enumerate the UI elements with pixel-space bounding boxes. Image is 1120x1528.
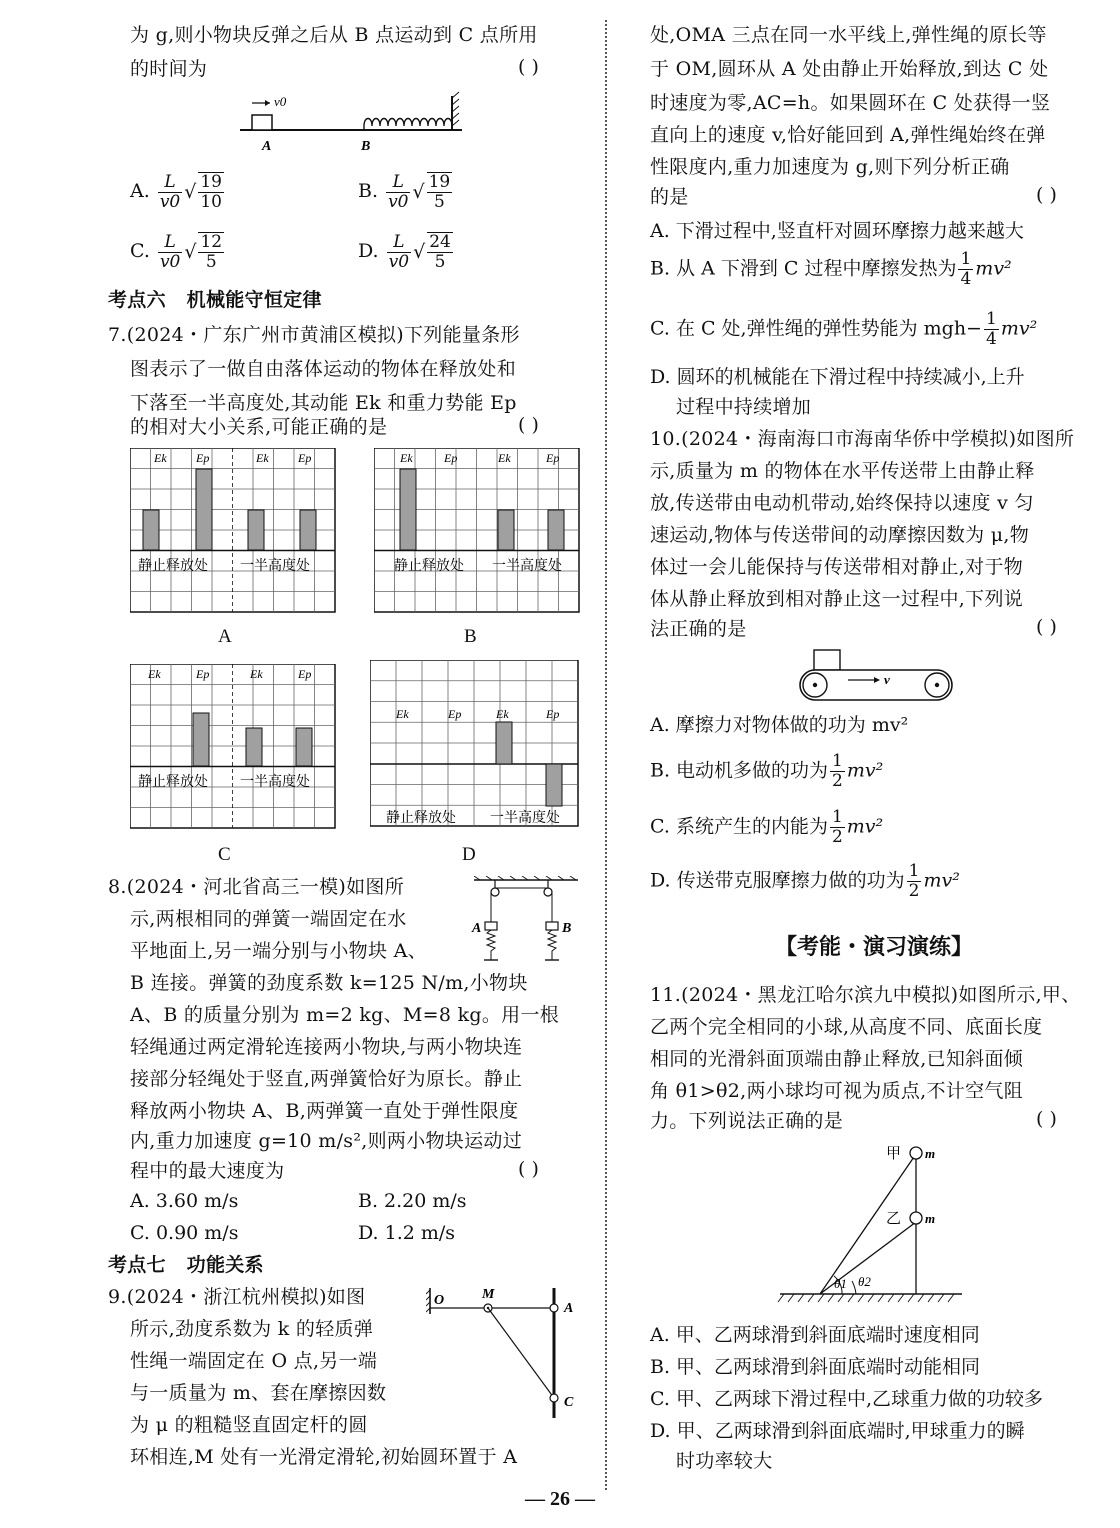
sqrt-icon: √	[412, 181, 425, 203]
bar-ep-half	[546, 764, 562, 806]
q8-text-line: 示,两根相同的弹簧一端固定在水	[130, 908, 407, 930]
q11-text-line: 11.(2024・黑龙江哈尔滨九中模拟)如图所示,甲、	[650, 984, 1081, 1006]
label-m: M	[482, 1287, 495, 1302]
q11-text-line: 相同的光滑斜面顶端由静止释放,已知斜面倾	[650, 1048, 1024, 1070]
q6-text-line: 为 g,则小物块反弹之后从 B 点运动到 C 点所用	[130, 24, 538, 46]
ep-label: Ep	[448, 707, 462, 721]
q11-text-line: 乙两个完全相同的小球,从高度不同、底面长度	[650, 1016, 1043, 1038]
release-label: 静止释放处	[386, 811, 456, 826]
bar-ek-half	[246, 728, 262, 766]
q9-option-d[interactable]: D. 圆环的机械能在下滑过程中持续减小,上升	[650, 366, 1025, 388]
ek-label: Ek	[396, 707, 409, 721]
caption-b: B	[464, 626, 477, 647]
answer-bracket: ( )	[518, 1158, 539, 1180]
q9-text-line: 于 OM,圆环从 A 处由静止开始释放,到达 C 处	[650, 58, 1049, 80]
label-jia: 甲	[886, 1146, 902, 1162]
q8-text-line: 接部分轻绳处于竖直,两弹簧恰好为原长。静止	[130, 1068, 523, 1090]
q7-text-line: 7.(2024・广东广州市黄浦区模拟)下列能量条形	[108, 324, 520, 346]
bar-chart-c	[130, 664, 336, 830]
section-heading: 考点七 功能关系	[108, 1254, 264, 1276]
column-divider	[605, 20, 607, 1490]
bar-chart-b	[374, 448, 580, 614]
answer-bracket: ( )	[1036, 184, 1057, 206]
q11-option-c[interactable]: C. 甲、乙两球下滑过程中,乙球重力做的功较多	[650, 1388, 1043, 1410]
bar-ek-release	[400, 469, 416, 550]
q8-text-line: 程中的最大速度为	[130, 1160, 285, 1182]
velocity-label: v	[884, 672, 890, 687]
q9-text-line: 9.(2024・浙江杭州模拟)如图	[108, 1286, 366, 1308]
q11-text-line: 角 θ1>θ2,两小球均可视为质点,不计空气阻	[650, 1080, 1023, 1102]
answer-bracket: ( )	[1036, 1108, 1057, 1130]
q11-option-d-cont: 时功率较大	[676, 1450, 773, 1472]
spring	[364, 119, 452, 127]
q8-option-b[interactable]: B. 2.20 m/s	[358, 1190, 467, 1212]
q10-option-d[interactable]: D. 传送带克服摩擦力做的功为 $\frac{1}{2}$ mv²	[650, 861, 960, 901]
incline-1	[820, 1154, 916, 1294]
ek-label: Ek	[498, 451, 511, 465]
ep-label: Ep	[196, 451, 210, 465]
ball-jia	[910, 1147, 922, 1159]
caption-d: D	[462, 844, 476, 865]
bar-chart-d	[370, 660, 580, 830]
q10-text-line: 放,传送带由电动机带动,始终保持以速度 v 匀	[650, 492, 1034, 514]
q10-text-line: 速运动,物体与传送带间的动摩擦因数为 μ,物	[650, 524, 1030, 546]
label-m: m	[925, 1211, 936, 1226]
q7-text-line: 下落至一半高度处,其动能 Ek 和重力势能 Ep	[130, 392, 517, 414]
q8-figure	[470, 876, 582, 972]
q10-option-b[interactable]: B. 电动机多做的功为 $\frac{1}{2}$ mv²	[650, 751, 884, 791]
q6-option-b[interactable]: B. $\frac{L}{v0}$ √ $\frac{19}{5}$	[358, 171, 451, 212]
half-label: 一半高度处	[240, 559, 310, 574]
q8-text-line: 8.(2024・河北省高三一模)如图所	[108, 876, 405, 898]
q9-figure	[426, 1284, 586, 1424]
q10-text-line: 示,质量为 m 的物体在水平传送带上由静止释	[650, 460, 1035, 482]
ep-label: Ep	[444, 451, 458, 465]
point-a-label: A	[262, 139, 272, 154]
answer-bracket: ( )	[518, 414, 539, 436]
q9-text-line: 环相连,M 处有一光滑定滑轮,初始圆环置于 A	[130, 1446, 518, 1468]
q8-text-line: A、B 的质量分别为 m=2 kg、M=8 kg。用一根	[130, 1004, 560, 1026]
q11-text-line: 力。下列说法正确的是	[650, 1110, 844, 1132]
label-o: O	[434, 1293, 445, 1308]
q9-text-line: 的是	[650, 186, 689, 208]
bar-chart-a	[130, 448, 336, 614]
caption-a: A	[218, 626, 232, 647]
theta1-label: θ1	[834, 1276, 847, 1291]
answer-bracket: ( )	[1036, 616, 1057, 638]
q6-text-line: 的时间为	[130, 58, 208, 80]
q6-option-d[interactable]: D. $\frac{L}{v0}$ √ $\frac{24}{5}$	[358, 231, 451, 272]
half-label: 一半高度处	[492, 559, 562, 574]
q10-option-c[interactable]: C. 系统产生的内能为 $\frac{1}{2}$ mv²	[650, 807, 884, 847]
label-b: B	[562, 921, 572, 936]
sqrt-icon: √	[413, 241, 426, 263]
ek-label: Ek	[400, 451, 413, 465]
label-m: m	[925, 1146, 936, 1161]
sqrt-icon: √	[184, 181, 197, 203]
ek-label: Ek	[256, 451, 269, 465]
q8-text-line: B 连接。弹簧的劲度系数 k=125 N/m,小物块	[130, 972, 528, 994]
spring-b	[548, 930, 556, 960]
ring-c	[550, 1394, 558, 1402]
spring-a	[487, 930, 495, 960]
q10-figure	[798, 648, 958, 704]
label-c: C	[564, 1395, 574, 1410]
block-a	[485, 922, 497, 930]
bar-ek-half	[496, 722, 512, 764]
pulley	[544, 888, 552, 896]
q6-option-c[interactable]: C. $\frac{L}{v0}$ √ $\frac{12}{5}$	[130, 231, 223, 272]
q9-text-line: 与一质量为 m、套在摩擦因数	[130, 1382, 387, 1404]
q10-text-line: 体过一会儿能保持与传送带相对静止,对于物	[650, 556, 1024, 578]
bar-ep-half	[296, 728, 312, 766]
ek-label: Ek	[496, 707, 509, 721]
q11-option-a[interactable]: A. 甲、乙两球滑到斜面底端时速度相同	[650, 1324, 980, 1346]
q10-text-line: 体从静止释放到相对静止这一过程中,下列说	[650, 588, 1024, 610]
q8-option-a[interactable]: A. 3.60 m/s	[130, 1190, 239, 1212]
label-a: A	[564, 1301, 574, 1316]
q10-text-line: 法正确的是	[650, 618, 747, 640]
q9-text-line: 性限度内,重力加速度为 g,则下列分析正确	[650, 156, 1010, 178]
q10-option-a[interactable]: A. 摩擦力对物体做的功为 mv²	[650, 714, 909, 736]
point-b-label: B	[361, 139, 371, 154]
q8-option-d[interactable]: D. 1.2 m/s	[358, 1222, 456, 1244]
q9-text-line: 为 μ 的粗糙竖直固定杆的圆	[130, 1414, 368, 1436]
ep-label: Ep	[546, 707, 560, 721]
ring-a	[550, 1304, 558, 1312]
q8-text-line: 平地面上,另一端分别与小物块 A、	[130, 940, 427, 962]
q9-option-d-cont: 过程中持续增加	[676, 396, 812, 418]
q8-option-c[interactable]: C. 0.90 m/s	[130, 1222, 239, 1244]
bar-ep-release	[193, 713, 209, 766]
release-label: 静止释放处	[138, 775, 208, 790]
block-b	[546, 922, 558, 930]
bar-ek-release	[143, 510, 159, 550]
section-heading: 考点六 机械能守恒定律	[108, 289, 322, 311]
label-yi: 乙	[886, 1211, 902, 1227]
caption-c: C	[218, 844, 231, 865]
q9-text-line: 时速度为零,AC=h。如果圆环在 C 处获得一竖	[650, 92, 1051, 114]
q9-text-line: 性绳一端固定在 O 点,另一端	[130, 1350, 378, 1372]
q7-text-line: 的相对大小关系,可能正确的是	[130, 416, 388, 438]
ek-label: Ek	[154, 451, 167, 465]
q9-option-a[interactable]: A. 下滑过程中,竖直杆对圆环摩擦力越来越大	[650, 220, 1024, 242]
ek-label: Ek	[148, 667, 161, 681]
section-title: 【考能・演习演练】	[774, 935, 973, 960]
q9-text-line: 直向上的速度 v,恰好能回到 A,弹性绳始终在弹	[650, 124, 1046, 146]
half-label: 一半高度处	[240, 775, 310, 790]
bar-ep-release	[196, 469, 212, 550]
v0-label: v0	[274, 94, 287, 109]
ep-label: Ep	[298, 667, 312, 681]
pulley	[491, 888, 499, 896]
q6-option-a[interactable]: A. $\frac{L}{v0}$ √ $\frac{19}{10}$	[130, 171, 222, 212]
bar-ek-half	[248, 510, 264, 550]
bar-ep-half	[300, 510, 316, 550]
ep-label: Ep	[196, 667, 210, 681]
q7-text-line: 图表示了一做自由落体运动的物体在释放处和	[130, 358, 517, 380]
page-number: — 26 —	[525, 1488, 595, 1510]
sqrt-icon: √	[184, 241, 197, 263]
q11-figure	[776, 1140, 966, 1312]
q9-text-line: 处,OMA 三点在同一水平线上,弹性绳的原长等	[650, 24, 1047, 46]
ek-label: Ek	[250, 667, 263, 681]
ep-label: Ep	[546, 451, 560, 465]
release-label: 静止释放处	[394, 559, 464, 574]
q9-text-line: 所示,劲度系数为 k 的轻质弹	[130, 1318, 374, 1340]
q11-option-b[interactable]: B. 甲、乙两球滑到斜面底端时动能相同	[650, 1356, 981, 1378]
answer-bracket: ( )	[518, 56, 539, 78]
bar-ek-half	[498, 510, 514, 550]
ep-label: Ep	[298, 451, 312, 465]
half-label: 一半高度处	[490, 811, 560, 826]
q8-text-line: 释放两小物块 A、B,两弹簧一直处于弹性限度	[130, 1100, 519, 1122]
q9-option-c[interactable]: C. 在 C 处,弹性绳的弹性势能为 mgh− $\frac{1}{4}$ mv²	[650, 309, 1038, 349]
object-block	[814, 650, 840, 670]
q6-figure	[240, 88, 480, 160]
q9-option-b[interactable]: B. 从 A 下滑到 C 过程中摩擦发热为 $\frac{1}{4}$ mv²	[650, 249, 1012, 289]
q10-text-line: 10.(2024・海南海口市海南华侨中学模拟)如图所	[650, 428, 1075, 450]
label-a: A	[472, 921, 482, 936]
theta2-label: θ2	[858, 1274, 871, 1289]
ball-yi	[910, 1212, 922, 1224]
bar-ep-half	[548, 510, 564, 550]
q8-text-line: 内,重力加速度 g=10 m/s²,则两小物块运动过	[130, 1130, 523, 1152]
q11-option-d[interactable]: D. 甲、乙两球滑到斜面底端时,甲球重力的瞬	[650, 1420, 1025, 1442]
q8-text-line: 轻绳通过两定滑轮连接两小物块,与两小物块连	[130, 1036, 523, 1058]
release-label: 静止释放处	[138, 559, 208, 574]
block	[252, 115, 272, 130]
